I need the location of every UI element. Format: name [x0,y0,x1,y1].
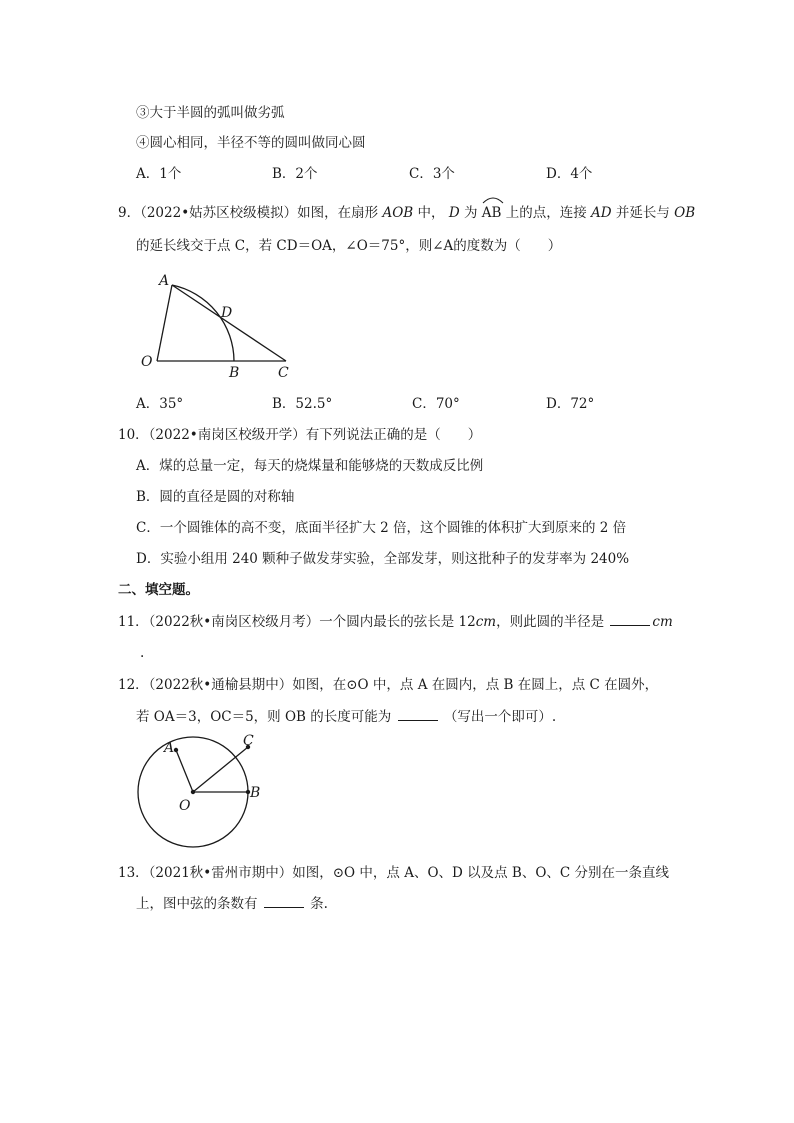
q12-stem-line1: 12．（2022秋•通榆县期中）如图，在⊙O 中，点 A 在圆内，点 B 在圆上，点 C 在圆外， [118,677,659,693]
q9-aob: AOB [382,205,414,221]
q9-text-b: 中， [417,205,445,221]
segment-oc [193,747,248,792]
q11-text-a: 11．（2022秋•南岗区校级月考）一个圆内最长的弦长是 12 [118,614,476,630]
q8-option-a: A．1个 [136,166,182,182]
q9-text-wei: 为 [463,205,478,221]
q8-option-d: D．4个 [546,166,593,182]
label-c: C [243,733,254,749]
q13-stem-line2 [136,893,328,914]
q12-stem-line2 [136,706,556,727]
q9-arc-ab [482,203,502,223]
q9-option-a: A．35° [136,396,184,412]
q9-ob: OB [674,205,696,221]
q11-stem-line2: . [140,645,145,661]
q13-text-b: 条. [310,896,328,912]
q10-option-d: D．实验小组用 240 颗种子做发芽实验，全部发芽，则这批种子的发芽率为 240% [136,551,630,567]
q10-option-b: B．圆的直径是圆的对称轴 [136,489,295,505]
label-b: B [250,785,261,801]
q9-text-c: 上的点，连接 [505,205,587,221]
q11-answer-blank[interactable] [610,611,650,626]
q9-option-c: C．70° [412,396,460,412]
label-o: O [179,798,191,814]
segment-oa [157,285,172,361]
label-a: A [159,273,170,289]
q9-stem-line2: 的延长线交于点 C，若 CD＝OA，∠O＝75°，则∠A的度数为（ ） [136,238,562,254]
q9-stem-line1 [118,203,695,223]
segment-ac [172,285,286,361]
segment-oa [176,750,193,792]
section-heading: 二、填空题。 [118,582,199,598]
statement-3: ③大于半圆的弧叫做劣弧 [136,105,285,121]
q12-figure [130,732,270,852]
point-o [191,790,195,794]
q12-text-b: （写出一个即可）. [443,709,557,725]
label-o: O [141,354,153,370]
q11-unit-1: cm [475,614,497,630]
q9-figure [135,268,305,382]
q8-option-b: B．2个 [272,166,318,182]
q11-text-b: ，则此圆的半径是 [496,614,605,630]
q10-stem: 10．（2022•南岗区校级开学）有下列说法正确的是（ ） [118,427,482,443]
q10-option-c: C．一个圆锥体的高不变，底面半径扩大 2 倍，这个圆锥的体积扩大到原来的 2 倍 [136,520,627,536]
q8-option-c: C．3个 [409,166,455,182]
q12-answer-blank[interactable] [398,706,438,721]
q9-option-b: B．52.5° [272,396,333,412]
arc-ab [172,285,234,361]
point-a [174,748,178,752]
q9-d: D [448,205,460,221]
label-d: D [221,305,233,321]
q9-text-a: 9．（2022•姑苏区校级模拟）如图，在扇形 [118,205,379,221]
q13-stem-line1: 13．（2021秋•雷州市期中）如图，⊙O 中，点 A、O、D 以及点 B、O、C 分别在一条直线 [118,865,670,881]
q9-ad: AD [591,205,612,221]
q9-option-d: D．72° [546,396,595,412]
q12-text-a: 若 OA＝3，OC＝5，则 OB 的长度可能为 [136,709,392,725]
label-c: C [278,365,289,381]
label-a: A [164,740,175,756]
q9-text-d: 并延长与 [615,205,670,221]
statement-4: ④圆心相同，半径不等的圆叫做同心圆 [136,135,366,151]
q11-stem-line1 [118,611,673,632]
q11-unit-2: cm [652,614,673,630]
q13-answer-blank[interactable] [264,893,304,908]
q9-arc-label: AB [481,205,502,221]
arc-mark-icon [482,196,504,204]
q13-text-a: 上，图中弦的条数有 [136,896,258,912]
label-b: B [229,365,240,381]
q10-option-a: A．煤的总量一定，每天的烧煤量和能够烧的天数成反比例 [136,458,484,474]
